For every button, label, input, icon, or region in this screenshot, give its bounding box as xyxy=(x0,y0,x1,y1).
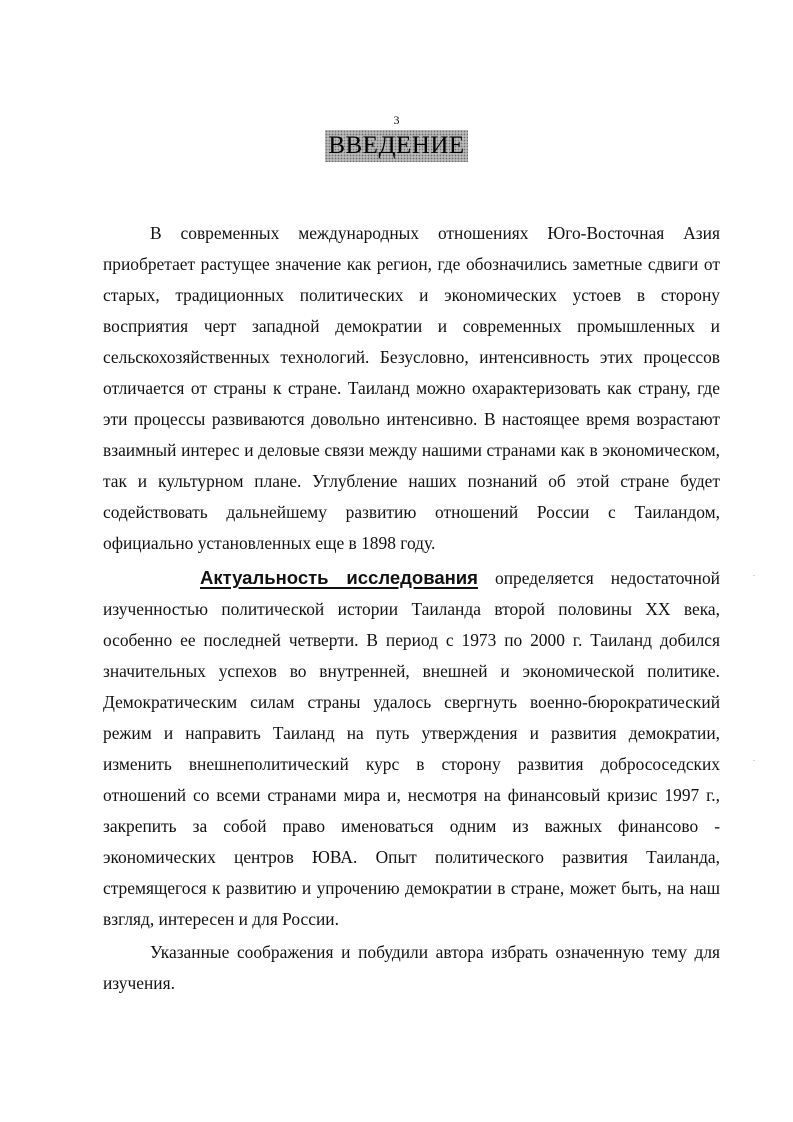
relevance-emphasis: Актуальность исследования xyxy=(200,567,478,588)
section-heading: ВВЕДЕНИЕ xyxy=(325,130,467,162)
scan-artifact xyxy=(753,575,755,576)
body-text xyxy=(103,218,720,999)
paragraph-intro: В современных международных отношениях Юго-Восточная Азия приобретает растущее значение как регион, где обозначились заметные сдвиги от старых, традиционных политических и экономических устоев в сторону восприятия черт западной демократии и современных промышленных и сельскохозяйственных технологий. Безусловно, интенсивность этих процессов отличается от страны к стране. Таиланд можно охарактеризовать как страну, где эти процессы развиваются довольно интенсивно. В настоящее время возрастают взаимный интерес и деловые связи между нашими странами как в экономическом, так и культурном плане. Углубление наших познаний об этой стране будет содействовать дальнейшему развитию отношений России с Таиландом, официально установленных еще в 1898 году. xyxy=(103,223,720,553)
scan-artifact xyxy=(753,760,755,761)
page-number: 3 xyxy=(393,113,400,127)
paragraph-relevance xyxy=(103,562,720,935)
relevance-text: определяется недостаточной изученностью политической истории Таиланда второй половины XX века, особенно ее последней четверти. В период с 1973 по 2000 г. Таиланд добился значительных успехов во внутренней, внешней и экономической политике. Демократическим силам страны удалось свергнуть военно-бюрократический режим и направить Таиланд на путь утверждения и развития демократии, изменить внешнеполитический курс в сторону развития добрососедских отношений со всеми странами мира и, несмотря на финансовый кризис 1997 г., закрепить за собой право именоваться одним из важных финансово - экономических центров ЮВА. Опыт политического развития Таиланда, стремящегося к развитию и упрочению демократии в стране, может быть, на наш взгляд, интересен и для России. xyxy=(103,568,720,929)
heading-container xyxy=(0,130,793,162)
paragraph-conclusion: Указанные соображения и побудили автора избрать означенную тему для изучения. xyxy=(103,942,720,993)
